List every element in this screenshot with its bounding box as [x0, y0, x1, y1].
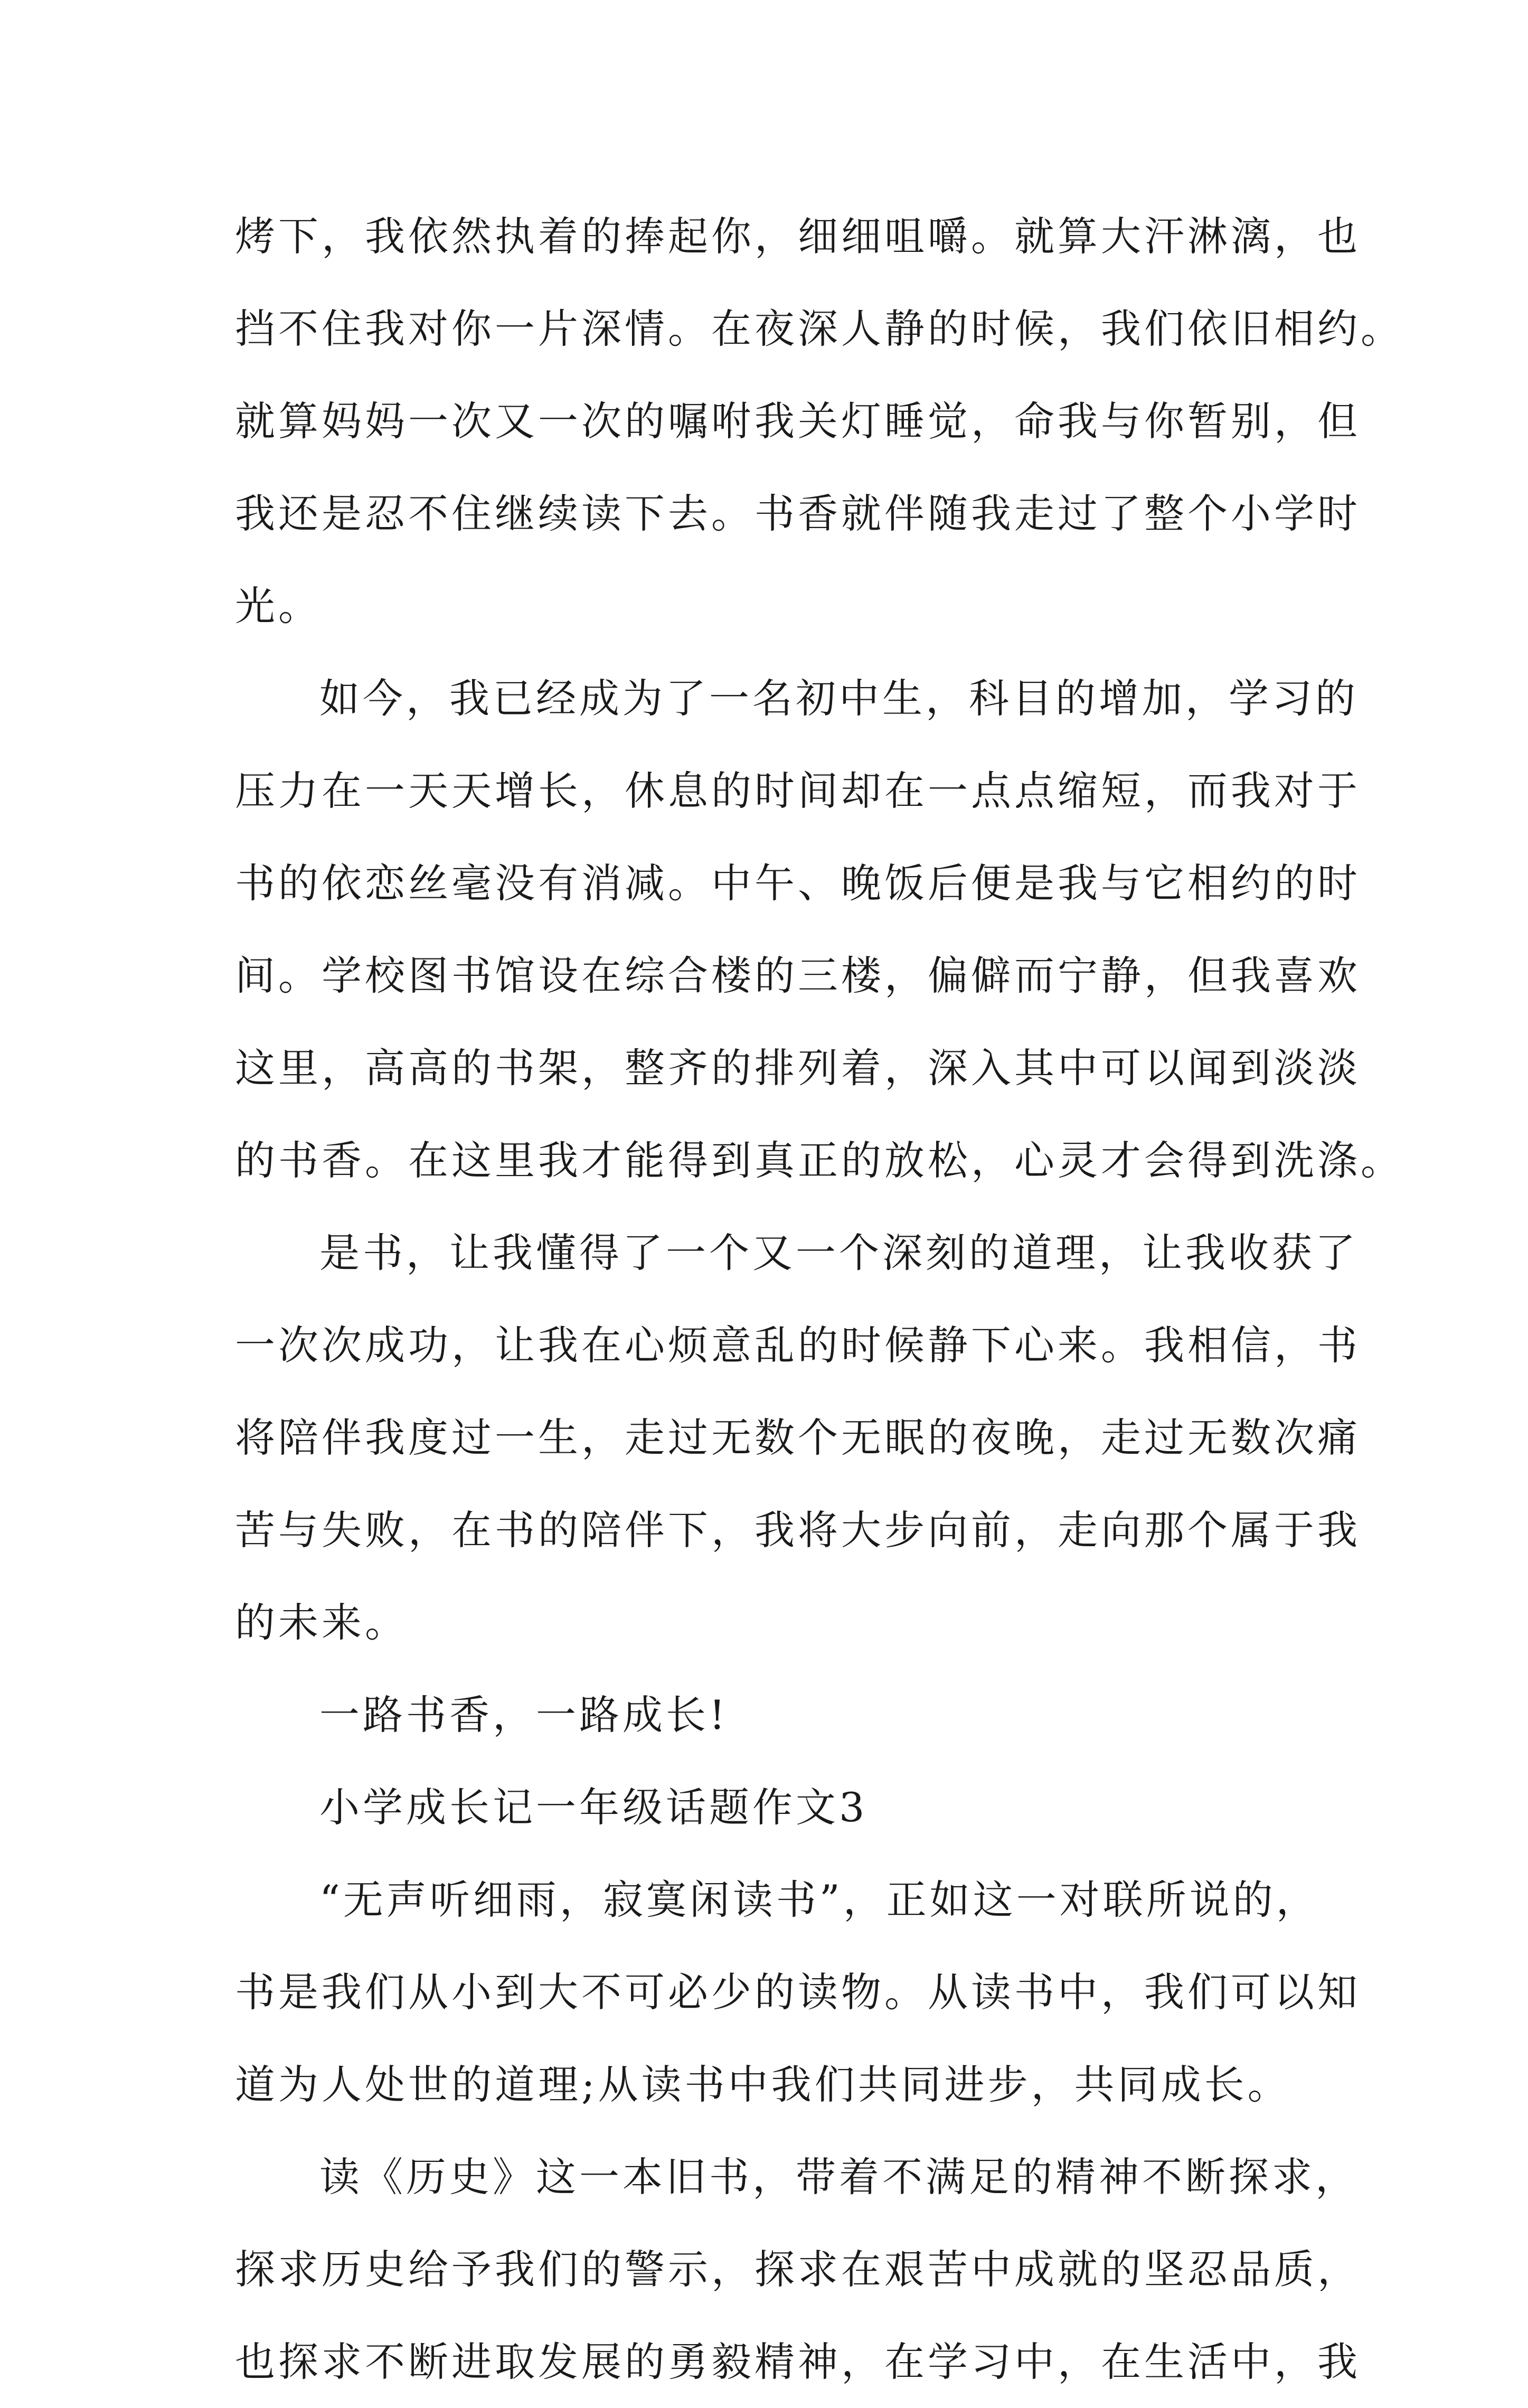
paragraph-first-line: “无声听细雨，寂寞闲读书”，正如这一对联所说的，	[319, 1876, 1319, 1923]
document-body	[235, 190, 1404, 2408]
text-line: 一次次成功，让我在心烦意乱的时候静下心来。我相信，书	[235, 1322, 1361, 1369]
paragraph-first-line: 是书，让我懂得了一个又一个深刻的道理，让我收获了	[319, 1229, 1359, 1276]
text-line: 我还是忍不住继续读下去。书香就伴随我走过了整个小学时	[235, 490, 1361, 537]
paragraph-first-line: 如今，我已经成为了一名初中生，科目的增加，学习的	[319, 675, 1359, 722]
text-line: 的未来。	[235, 1599, 408, 1646]
text-line: 苦与失败，在书的陪伴下，我将大步向前，走向那个属于我	[235, 1507, 1361, 1554]
text-line: 间。学校图书馆设在综合楼的三楼，偏僻而宁静，但我喜欢	[235, 952, 1361, 999]
text-line: 书的依恋丝毫没有消减。中午、晚饭后便是我与它相约的时	[235, 860, 1361, 907]
section-heading: 小学成长记一年级话题作文3	[319, 1784, 868, 1831]
text-line: 挡不住我对你一片深情。在夜深人静的时候，我们依旧相约。	[235, 305, 1404, 352]
text-line: 烤下，我依然执着的捧起你，细细咀嚼。就算大汗淋漓，也	[235, 213, 1361, 260]
text-line: 光。	[235, 582, 322, 629]
text-line: 也探求不断进取发展的勇毅精神，在学习中，在生活中，我	[235, 2338, 1361, 2385]
paragraph-first-line: 一路书香，一路成长!	[319, 1691, 729, 1738]
text-line: 就算妈妈一次又一次的嘱咐我关灯睡觉，命我与你暂别，但	[235, 398, 1361, 445]
text-line: 探求历史给予我们的警示，探求在艰苦中成就的坚忍品质，	[235, 2246, 1361, 2293]
paragraph-first-line: 读《历史》这一本旧书，带着不满足的精神不断探求，	[319, 2153, 1359, 2200]
text-line: 道为人处世的道理;从读书中我们共同进步，共同成长。	[235, 2061, 1291, 2108]
text-line: 这里，高高的书架，整齐的排列着，深入其中可以闻到淡淡	[235, 1045, 1361, 1092]
text-line: 的书香。在这里我才能得到真正的放松，心灵才会得到洗涤。	[235, 1137, 1404, 1184]
text-line: 压力在一天天增长，休息的时间却在一点点缩短，而我对于	[235, 767, 1361, 814]
text-line: 将陪伴我度过一生，走过无数个无眠的夜晚，走过无数次痛	[235, 1414, 1361, 1461]
text-line: 书是我们从小到大不可必少的读物。从读书中，我们可以知	[235, 1969, 1361, 2016]
